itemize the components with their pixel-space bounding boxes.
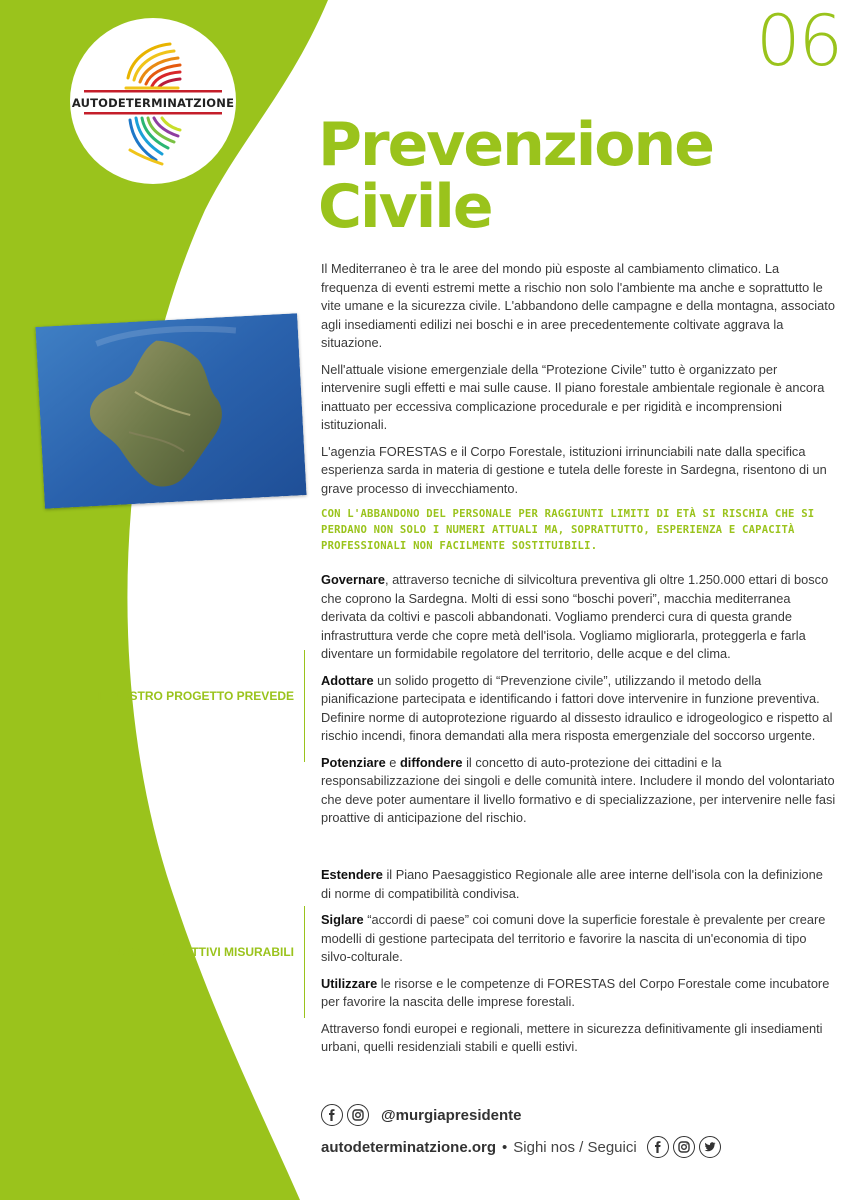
objective-item-text: “accordi di paese” coi comuni dove la superficie forestale è prevalente per creare modelli di gestione partecipata del territorio e favorire la nascita di un'economia di tipo silvo-colturale. — [321, 912, 826, 964]
instagram-icon[interactable] — [347, 1104, 369, 1126]
project-section — [321, 571, 836, 836]
instagram-icon[interactable] — [673, 1136, 695, 1158]
intro-paragraph-3: L'agenzia FORESTAS e il Corpo Forestale, istituzioni irrinunciabili nate dalla specifica esperienza sarda in materia di gestione e tutela delle foreste in Sardegna, risentono di un grave processo di invecchiamento. — [321, 443, 827, 496]
social-handle[interactable]: @murgiapresidente — [381, 1106, 522, 1124]
title-line-1: Prevenzione — [318, 110, 713, 180]
objective-item-estendere — [321, 866, 836, 903]
logo-text: AUTODETERMINATZIONE — [71, 96, 235, 110]
objective-item-lead: Utilizzare — [321, 975, 378, 991]
objective-item-utilizzare — [321, 975, 836, 1012]
title-line-2: Civile — [318, 172, 492, 242]
separator-dot: • — [502, 1138, 508, 1156]
project-item-lead: Adottare — [321, 672, 374, 688]
objective-item-text: il Piano Paesaggistico Regionale alle aree interne dell'isola con la definizione di norme di compatibilità condivisa. — [321, 867, 823, 901]
project-divider — [304, 650, 305, 762]
website-link[interactable]: autodeterminatzione.org — [321, 1138, 497, 1156]
autodeterminatzione-logo — [70, 18, 236, 184]
project-item-adottare — [321, 672, 836, 746]
project-item-lead: Potenziare — [321, 754, 386, 770]
objectives-section — [321, 866, 836, 1065]
objective-item-text: le risorse e le competenze di FORESTAS del Corpo Forestale come incubatore per favorire la nascita delle imprese forestali. — [321, 975, 830, 1009]
project-item-text: un solido progetto di “Prevenzione civile”, utilizzando il metodo della pianificazione partecipata e identificando i fattori dove intervenire in funzione preventiva. Definire norme di autoprotezione riguardo al dissesto idraulico e idrogeologico e rispetto al rischio incendi, finora demandati alla mera risposta emergenziale del soccorso urgente. — [321, 672, 833, 743]
intro-section — [321, 260, 836, 562]
project-item-governare — [321, 571, 836, 664]
project-item-text: il concetto di auto-protezione dei cittadini e la responsabilizzazione dei singoli e delle comunità intere. Includere il mondo del volontariato che deve poter aumentare il livello formativo e di specializzazione, per intervenire nelle fasi proattive di anticipazione del rischio. — [321, 754, 836, 825]
project-item-lead: Governare — [321, 572, 386, 587]
website-row — [321, 1136, 725, 1158]
page-title — [318, 110, 713, 242]
social-handle-row — [321, 1104, 522, 1126]
facebook-icon[interactable] — [321, 1104, 343, 1126]
sardinia-satellite-image — [35, 313, 306, 508]
objective-item-lead: Siglare — [321, 912, 364, 927]
twitter-icon[interactable] — [699, 1136, 721, 1158]
objective-item-fondi — [321, 1020, 836, 1057]
project-item-potenziare — [321, 754, 836, 828]
intro-paragraph-2: Nell'attuale visione emergenziale della “Protezione Civile” tutto è organizzato per intervenire sugli effetti e mai sulle cause. Il piano forestale ambientale regionale è ancora inattuato per eccessiva complicazione procedurale e per rigidità e incomprensioni istituzionali. — [321, 361, 825, 432]
intro-paragraph-1: Il Mediterraneo è tra le aree del mondo più esposte al cambiamento climatico. La frequenza di eventi estremi mette a rischio non solo l'ambiente ma anche e soprattutto le vite umane e la sicurezza civile. L'abbandono delle campagne e della montagna, associato agli insediamenti edilizi nei boschi e in aree precedentemente coltivate aggrava la situazione. — [321, 261, 835, 350]
objectives-section-label: I NOSTRI OBIETTIVI MISURABILI — [106, 945, 294, 959]
facebook-icon[interactable] — [647, 1136, 669, 1158]
follow-text: Sighi nos / Seguici — [513, 1138, 637, 1156]
highlight-statement: CON L'ABBANDONO DEL PERSONALE PER RAGGIUNTI LIMITI DI ETÀ SI RISCHIA CHE SI PERDANO NON SOLO I NUMERI ATTUALI MA, SOPRATTUTTO, ESPERIENZA E CAPACITÀ PROFESSIONALI NON FACILMENTE SOSTITUIBILI. — [321, 508, 815, 552]
objectives-divider — [304, 906, 305, 1018]
project-item-connector: e — [385, 754, 400, 770]
project-section-label: IL NOSTRO PROGETTO PREVEDE — [97, 689, 294, 703]
project-item-text: , attraverso tecniche di silvicoltura preventiva gli oltre 1.250.000 ettari di bosco che coprono la Sardegna. Molti di essi sono “boschi poveri”, macchia mediterranea derivata da coltivi e pascoli abbandonati. Vogliamo prenderci cura di questa grande infrastruttura verde che copre metà dell'isola. Vogliamo migliorarla, proteggerla e farla diventare un formidabile regolatore del territorio, delle acque e del clima. — [321, 572, 829, 661]
page-number: 06 — [756, 0, 842, 82]
objective-item-text: Attraverso fondi europei e regionali, mettere in sicurezza definitivamente gli insediamenti urbani, quelli residenziali stabili e quelli estivi. — [321, 1020, 823, 1054]
project-item-lead-2: diffondere — [399, 754, 463, 770]
objective-item-lead: Estendere — [321, 867, 383, 882]
objective-item-siglare — [321, 911, 836, 967]
